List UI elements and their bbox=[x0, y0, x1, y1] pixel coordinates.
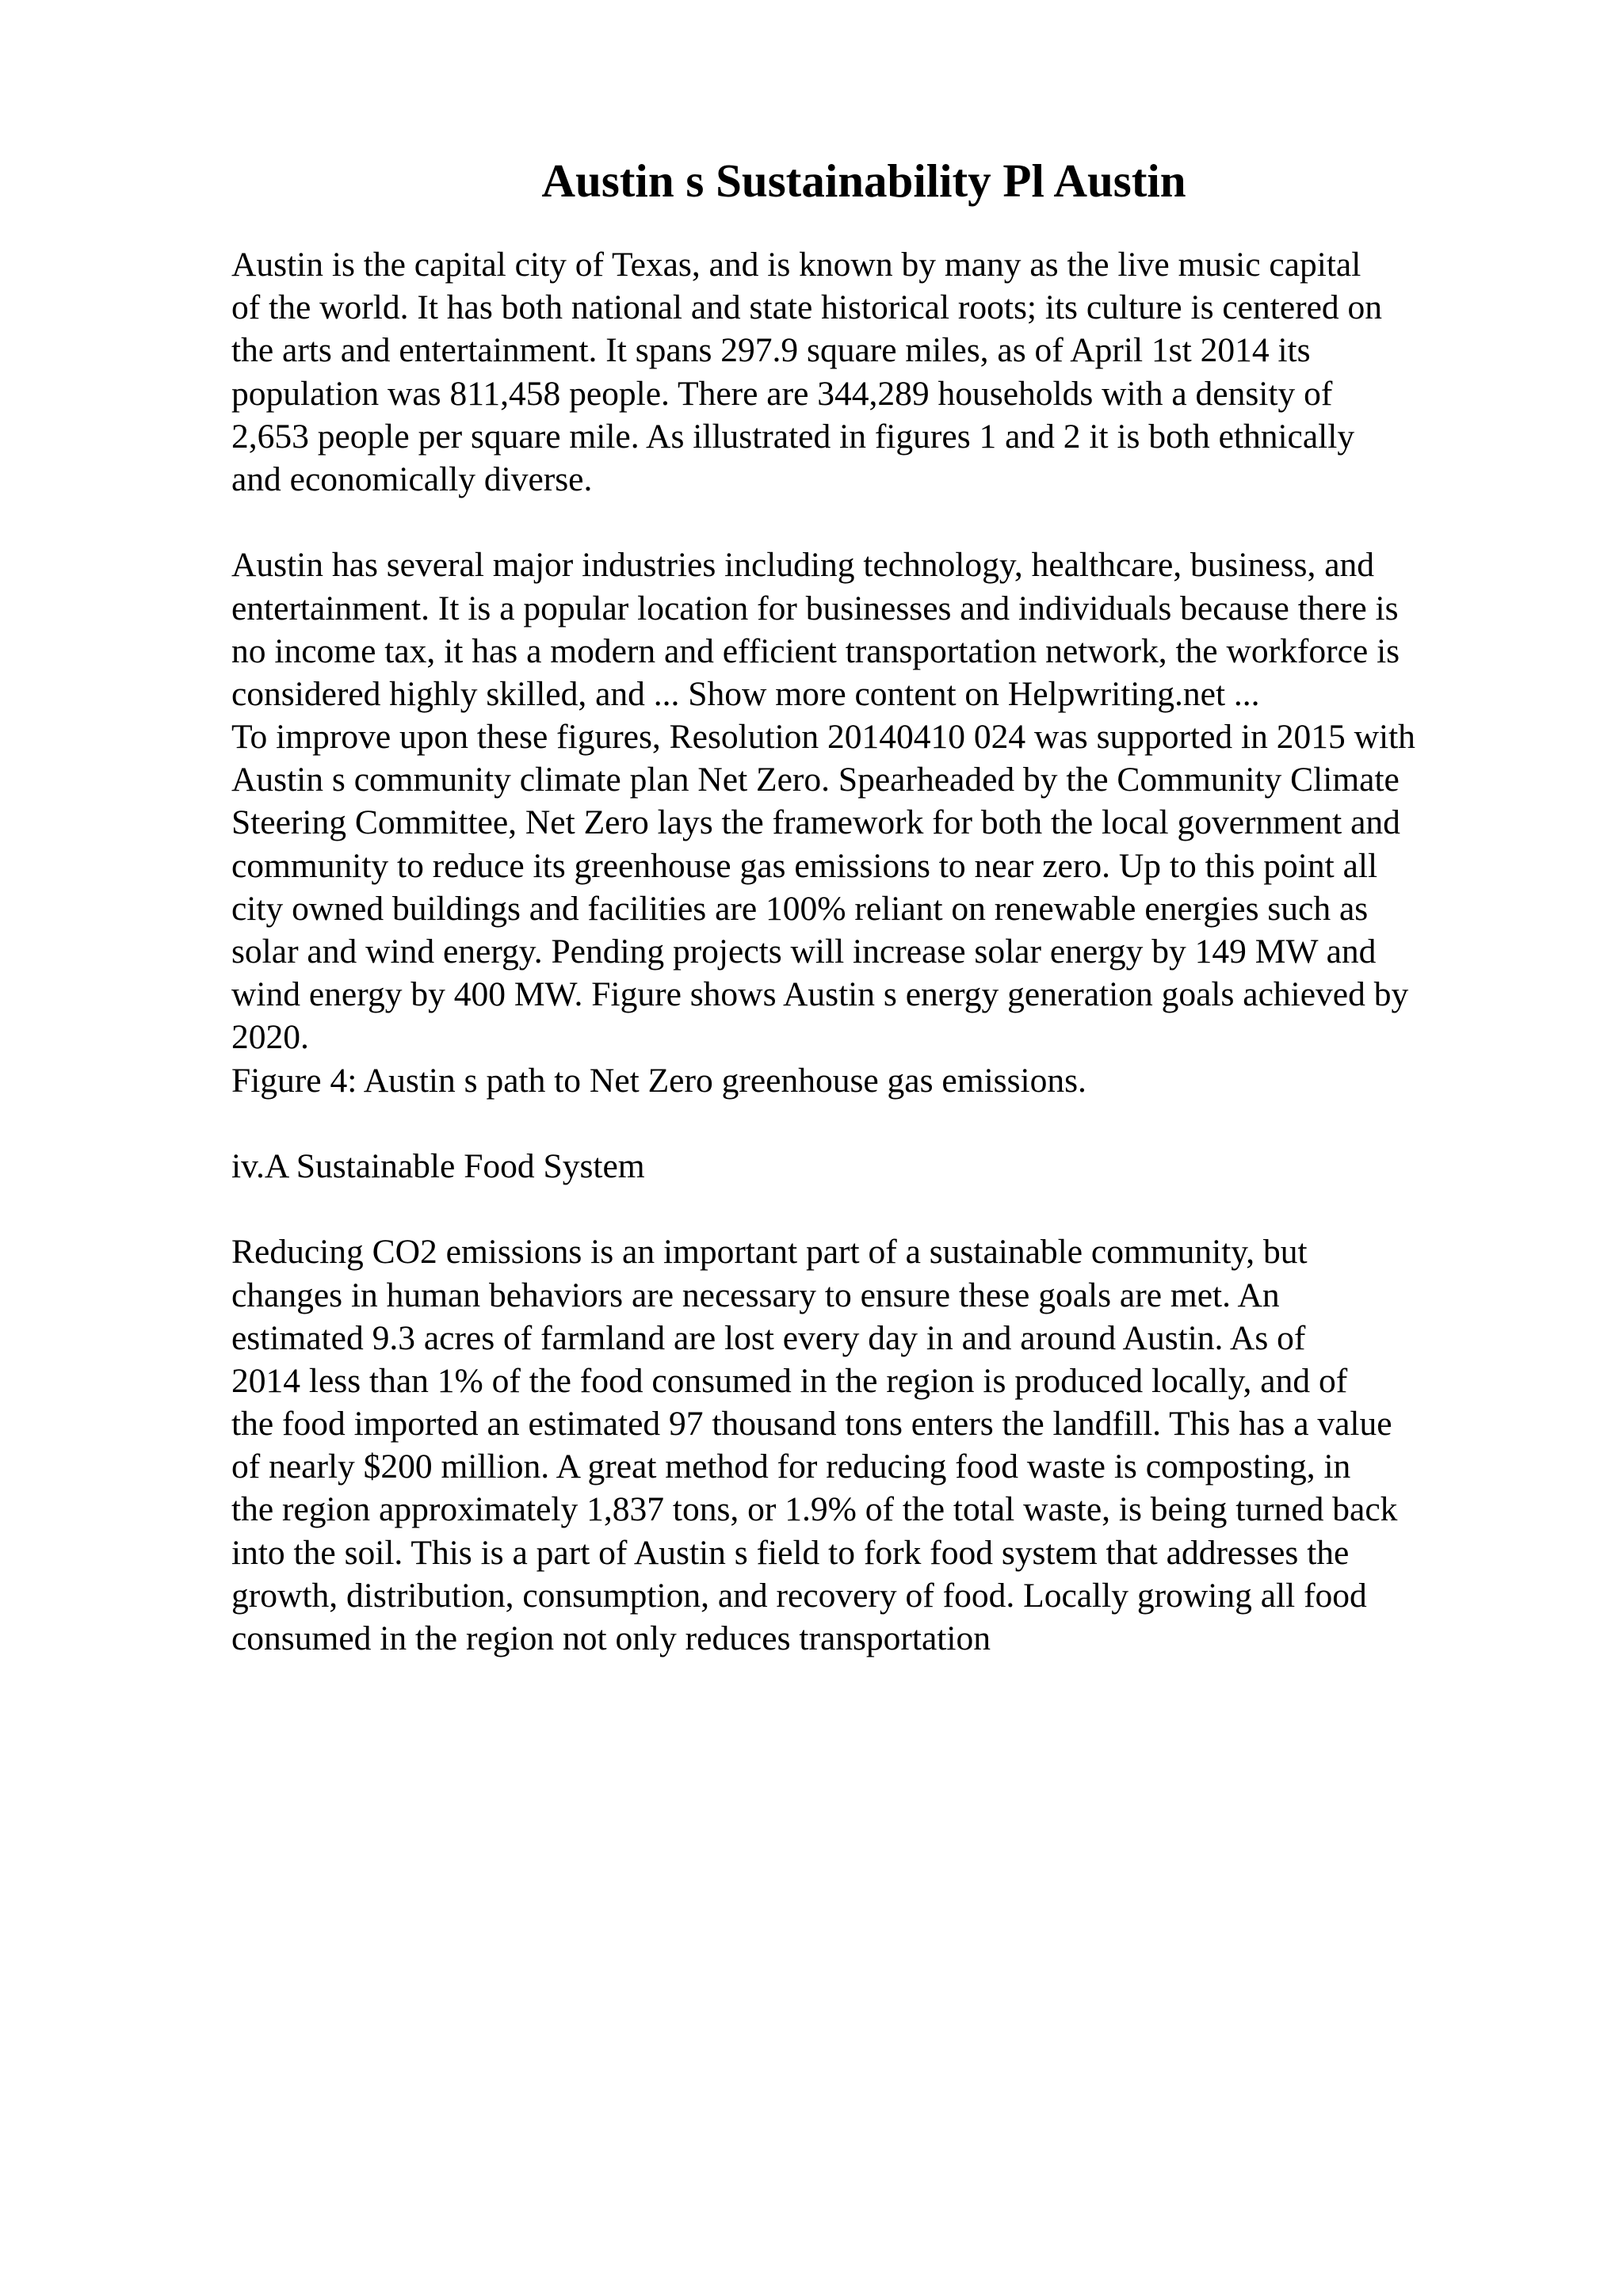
text-line: the region approximately 1,837 tons, or 1.9% of the total waste, is being turned back bbox=[231, 1490, 1398, 1529]
text-line: 2020. bbox=[231, 1018, 309, 1057]
text-line: Reducing CO2 emissions is an important part of a sustainable community, but bbox=[231, 1233, 1308, 1272]
text-line: Austin has several major industries including technology, healthcare, business, and bbox=[231, 546, 1374, 585]
document-body bbox=[231, 243, 1579, 1660]
text-line: of the world. It has both national and state historical roots; its culture is centered on bbox=[231, 288, 1383, 327]
text-line: into the soil. This is a part of Austin s field to fork food system that addresses the bbox=[231, 1533, 1350, 1572]
paragraph-spacer bbox=[231, 1188, 1579, 1230]
text-line: of nearly $200 million. A great method for reducing food waste is composting, in bbox=[231, 1447, 1351, 1486]
text-line: population was 811,458 people. There are 344,289 households with a density of bbox=[231, 374, 1333, 413]
section-heading-food-system bbox=[231, 1145, 1579, 1188]
text-line: no income tax, it has a modern and efficient transportation network, the workforce is bbox=[231, 631, 1400, 670]
text-line: and economically diverse. bbox=[231, 460, 593, 498]
text-line: Steering Committee, Net Zero lays the framework for both the local government and bbox=[231, 803, 1400, 842]
text-line: considered highly skilled, and ... Show more content on Helpwriting.net ... bbox=[231, 674, 1260, 713]
text-line: community to reduce its greenhouse gas emissions to near zero. Up to this point all bbox=[231, 846, 1378, 885]
text-line: 2014 less than 1% of the food consumed in the region is produced locally, and of bbox=[231, 1361, 1348, 1400]
text-line: estimated 9.3 acres of farmland are lost every day in and around Austin. As of bbox=[231, 1318, 1306, 1357]
text-line: entertainment. It is a popular location for businesses and individuals because there is bbox=[231, 589, 1399, 627]
paragraph-spacer bbox=[231, 1102, 1579, 1145]
text-line: 2,653 people per square mile. As illustrated in figures 1 and 2 it is both ethnically bbox=[231, 417, 1355, 456]
figure-caption: Figure 4: Austin s path to Net Zero greenhouse gas emissions. bbox=[231, 1061, 1086, 1100]
text-line: the food imported an estimated 97 thousand tons enters the landfill. This has a value bbox=[231, 1405, 1392, 1444]
paragraph-food-system bbox=[231, 1230, 1579, 1660]
text-line: growth, distribution, consumption, and recovery of food. Locally growing all food bbox=[231, 1576, 1367, 1615]
text-line: wind energy by 400 MW. Figure shows Austin s energy generation goals achieved by bbox=[231, 975, 1409, 1014]
paragraph-city-overview bbox=[231, 243, 1579, 501]
text-line: city owned buildings and facilities are 100% reliant on renewable energies such as bbox=[231, 889, 1369, 928]
text-line: To improve upon these figures, Resolution 20140410 024 was supported in 2015 with bbox=[231, 718, 1415, 757]
text-line: the arts and entertainment. It spans 297.9 square miles, as of April 1st 2014 its bbox=[231, 331, 1311, 370]
text-line: Austin is the capital city of Texas, and is known by many as the live music capital bbox=[231, 246, 1361, 284]
text-line: Austin s community climate plan Net Zero. Spearheaded by the Community Climate bbox=[231, 761, 1400, 799]
document-title: Austin s Sustainability Pl Austin bbox=[541, 154, 1186, 207]
paragraph-industries-net-zero bbox=[231, 543, 1579, 1101]
text-line: solar and wind energy. Pending projects will increase solar energy by 149 MW and bbox=[231, 933, 1377, 971]
text-line: consumed in the region not only reduces transportation bbox=[231, 1619, 991, 1657]
section-heading: iv.A Sustainable Food System bbox=[231, 1146, 645, 1185]
text-line: changes in human behaviors are necessary to ensure these goals are met. An bbox=[231, 1276, 1280, 1314]
paragraph-spacer bbox=[231, 501, 1579, 543]
